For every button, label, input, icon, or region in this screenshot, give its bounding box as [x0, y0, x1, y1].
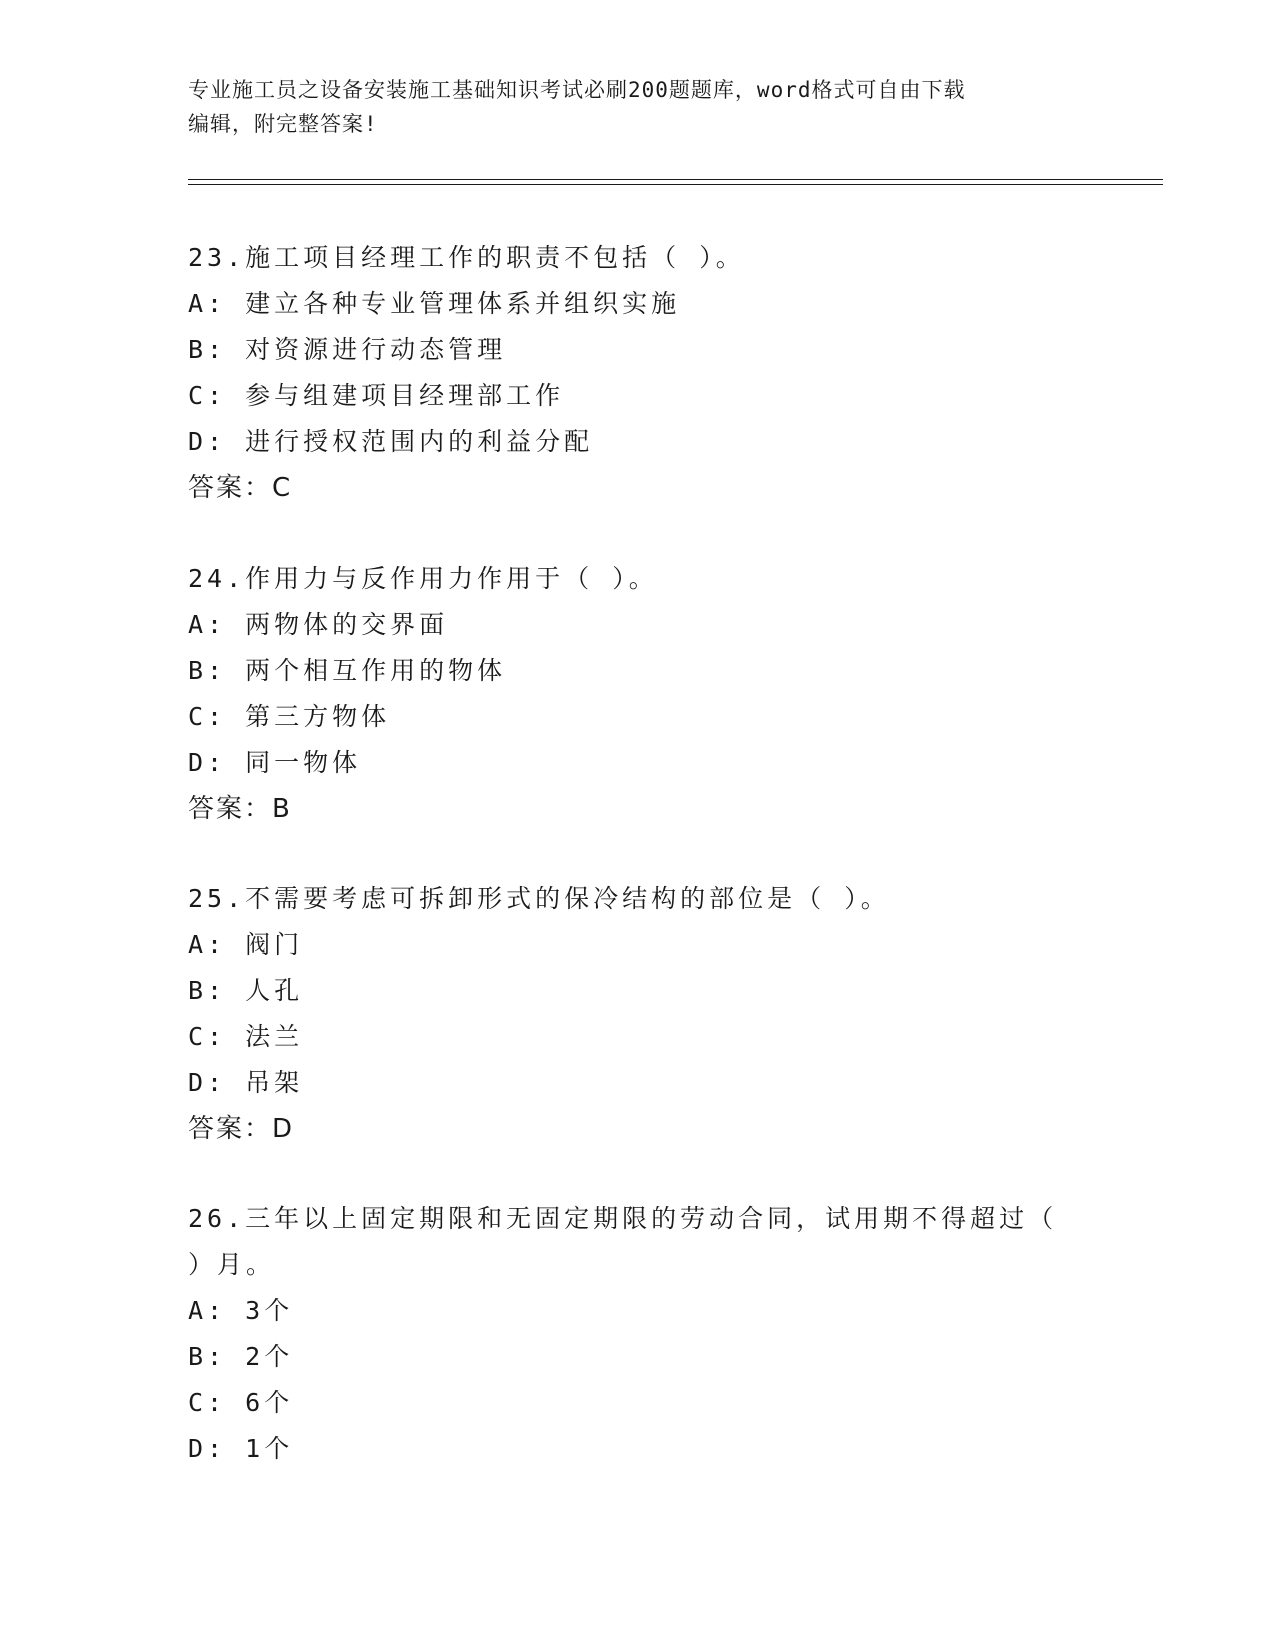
option-a: A: 3个 [188, 1296, 294, 1325]
option-b: B: 2个 [188, 1342, 294, 1371]
option-b: B: 对资源进行动态管理 [188, 335, 507, 364]
question-stem-line-1: 26.三年以上固定期限和无固定期限的劳动合同，试用期不得超过（ [188, 1204, 1058, 1233]
option-b: B: 两个相互作用的物体 [188, 656, 507, 685]
question-24 [188, 556, 1088, 832]
document-header [188, 73, 1088, 141]
option-d: D: 吊架 [188, 1068, 304, 1097]
header-title-line-2: 编辑，附完整答案! [188, 112, 378, 136]
option-c: C: 参与组建项目经理部工作 [188, 381, 565, 410]
question-23 [188, 235, 1088, 511]
option-d: D: 进行授权范围内的利益分配 [188, 427, 594, 456]
answer-label: 答案：D [188, 1114, 295, 1144]
header-divider-top [188, 179, 1163, 180]
answer-label: 答案：B [188, 794, 292, 824]
option-d: D: 1个 [188, 1434, 294, 1463]
option-d: D: 同一物体 [188, 748, 362, 777]
question-stem: 24.作用力与反作用力作用于（ ）。 [188, 564, 658, 593]
option-c: C: 第三方物体 [188, 702, 391, 731]
header-divider-bottom [188, 184, 1163, 185]
option-b: B: 人孔 [188, 976, 304, 1005]
question-25 [188, 876, 1088, 1152]
question-stem: 23.施工项目经理工作的职责不包括（ ）。 [188, 243, 745, 272]
question-stem: 25.不需要考虑可拆卸形式的保冷结构的部位是（ ）。 [188, 884, 890, 913]
question-26 [188, 1196, 1088, 1472]
option-c: C: 法兰 [188, 1022, 304, 1051]
header-title-line-1: 专业施工员之设备安装施工基础知识考试必刷200题题库，word格式可自由下载 [188, 78, 966, 102]
option-a: A: 阀门 [188, 930, 304, 959]
question-stem-line-2: ）月。 [188, 1250, 276, 1279]
option-a: A: 两物体的交界面 [188, 610, 449, 639]
option-a: A: 建立各种专业管理体系并组织实施 [188, 289, 681, 318]
option-c: C: 6个 [188, 1388, 294, 1417]
answer-label: 答案：C [188, 473, 293, 503]
